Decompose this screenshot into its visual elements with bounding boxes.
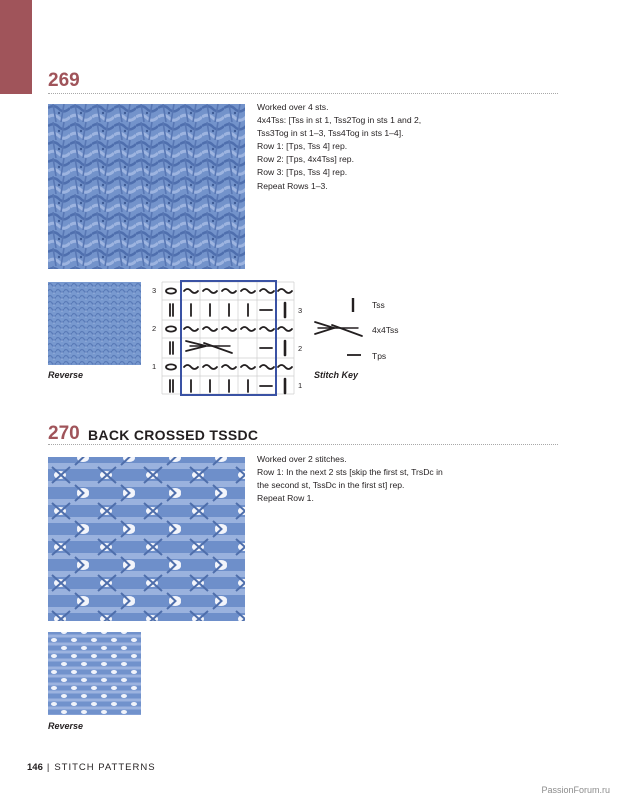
pattern-270-title: BACK CROSSED TSSDC (88, 427, 259, 443)
chapter-tab (0, 0, 32, 94)
section-name: STITCH PATTERNS (54, 762, 156, 773)
page-number: 146 (27, 762, 43, 773)
instruction-line: Worked over 2 stitches. (257, 454, 347, 464)
pattern-270-number: 270 (48, 423, 80, 444)
footer-separator: | (46, 762, 51, 773)
pattern-270-instructions (257, 453, 443, 505)
instruction-line: 4x4Tss: [Tss in st 1, Tss2Tog in sts 1 and 2, (257, 115, 422, 126)
instruction-line: Row 2: [Tps, 4x4Tss] rep. (257, 154, 354, 165)
stitch-key-label: Tps (372, 351, 387, 361)
chart-row-number-right: 3 (298, 306, 303, 315)
instruction-line: Repeat Row 1. (257, 493, 314, 504)
stitch-key-label: Tss (372, 300, 385, 310)
instruction-line: Row 3: [Tps, Tss 4] rep. (257, 167, 348, 178)
page-footer (27, 762, 156, 773)
pattern-270-swatch-photo (48, 457, 245, 621)
pattern-270-reverse-caption: Reverse (48, 721, 84, 731)
pattern-269-swatch-photo (48, 104, 245, 269)
watermark: PassionForum.ru (541, 785, 610, 795)
pattern-270-reverse-photo (48, 632, 141, 715)
instruction-line: Tss3Tog in st 1–3, Tss4Tog in sts 1–4]. (257, 128, 404, 139)
chart-row-number-left: 2 (152, 324, 157, 333)
pattern-269-reverse-caption: Reverse (48, 370, 84, 380)
4x4tss-symbol-icon (312, 318, 366, 340)
chart-row-number-left: 1 (152, 362, 157, 371)
tss-symbol-icon (345, 296, 361, 314)
instruction-line: Worked over 4 sts. (257, 102, 329, 112)
instruction-line: Repeat Rows 1–3. (257, 180, 328, 191)
stitch-key-label: 4x4Tss (372, 325, 399, 335)
pattern-269-instructions (257, 101, 421, 193)
chart-row-number-right: 1 (298, 381, 303, 390)
tps-symbol-icon (345, 348, 363, 362)
chart-row-number-left: 3 (152, 286, 157, 295)
instruction-line: Row 1: [Tps, Tss 4] rep. (257, 141, 348, 152)
section-divider-270 (48, 444, 558, 445)
chart-row-number-right: 2 (298, 344, 303, 353)
section-divider-269 (48, 93, 558, 94)
stitch-key-title: Stitch Key (314, 370, 359, 380)
chart-grid (160, 280, 296, 396)
instruction-line: Row 1: In the next 2 sts [skip the first st, TrsDc in (257, 467, 443, 478)
pattern-269-reverse-photo (48, 282, 141, 365)
instruction-line: the second st, TssDc in the first st] rep. (257, 480, 405, 491)
pattern-269-number: 269 (48, 70, 80, 91)
